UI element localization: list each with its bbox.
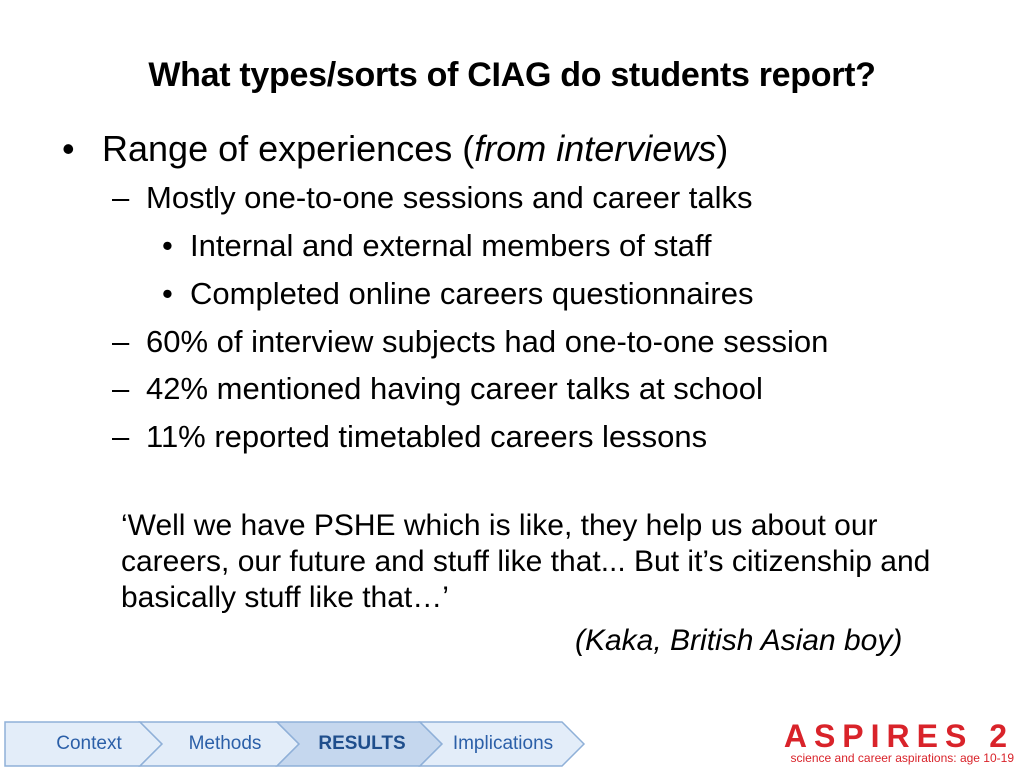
sub-bullet-60 (112, 324, 828, 360)
logo-subtitle: science and career aspirations: age 10-19 (790, 751, 1014, 765)
sub-bullet-text: 42% mentioned having career talks at school (146, 371, 763, 406)
quote-attribution: (Kaka, British Asian boy) (575, 624, 903, 657)
sub-sub-bullet-text: Completed online careers questionnaires (190, 276, 754, 311)
sub-sub-bullet-completed (162, 276, 754, 312)
bullet-icon: • (162, 276, 173, 311)
bullet-icon: • (62, 128, 75, 169)
sub-bullet-11 (112, 419, 707, 455)
bullet-text-end: ) (716, 128, 729, 169)
logo-main-text: ASPIRES 2 (783, 718, 1014, 754)
sub-bullet-text: 11% reported timetabled careers lessons (146, 419, 708, 454)
nav-step-context[interactable]: Context (56, 733, 122, 754)
aspires-logo (783, 718, 1014, 766)
student-quote: ‘Well we have PSHE which is like, they help us about our careers, our future and stuff like that... But it’s citizenship and basically stuff like that…’ (121, 509, 931, 614)
nav-step-implications[interactable]: Implications (452, 733, 554, 754)
nav-step-results[interactable]: RESULTS (318, 733, 406, 754)
sub-bullet-mostly (112, 180, 753, 216)
sub-bullet-text: 60% of interview subjects had one-to-one session (146, 324, 829, 359)
sub-sub-bullet-text: Internal and external members of staff (190, 228, 712, 263)
bullet-text-italic: from interviews (474, 128, 717, 169)
bullet-text: Range of experiences ( (102, 128, 475, 169)
sub-bullet-text: Mostly one-to-one sessions and career talks (146, 180, 753, 215)
dash-icon: – (112, 419, 130, 454)
sub-sub-bullet-internal (162, 228, 712, 264)
dash-icon: – (112, 180, 130, 215)
dash-icon: – (112, 324, 130, 359)
bullet-range-of-experiences (62, 128, 728, 170)
slide-title: What types/sorts of CIAG do students report? (148, 56, 876, 94)
nav-step-methods[interactable]: Methods (188, 733, 262, 754)
bullet-icon: • (162, 228, 173, 263)
sub-bullet-42 (112, 371, 763, 407)
section-breadcrumb (0, 720, 600, 768)
dash-icon: – (112, 371, 130, 406)
